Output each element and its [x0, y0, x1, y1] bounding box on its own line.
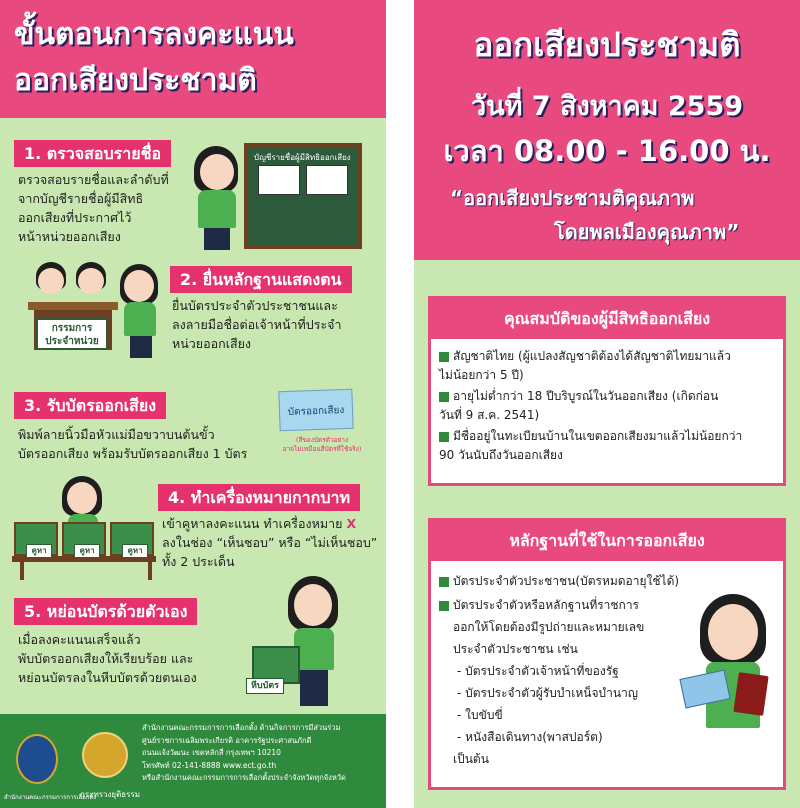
booth-label: คูหา [122, 544, 148, 558]
agency-footer [0, 714, 386, 808]
qualification-text: ไม่น้อยกว่า 5 ปี) [439, 368, 524, 382]
agency-contact [142, 722, 346, 785]
steps-title-line1: ขั้นตอนการลงคะแนน [14, 17, 294, 52]
step-2-tag: 2. ยื่นหลักฐานแสดงตน [170, 266, 352, 293]
qualification-text: มีชื่ออยู่ในทะเบียนบ้านในเขตออกเสียงมาแล้วไม่น้อยกว่า [453, 429, 743, 443]
voter-list-board [244, 143, 362, 249]
evidence-subitem: - บัตรประจำตัวผู้รับบำเหน็จบำนาญ [457, 686, 639, 700]
contact-line: โทรศัพท์ 02-141-8888 www.ect.go.th [142, 760, 277, 770]
step-3-tag: 3. รับบัตรออกเสียง [14, 392, 166, 419]
list-paper [306, 165, 348, 195]
contact-line: สำนักงานคณะกรรมการการเลือกตั้ง ด้านกิจการการมีส่วนร่วม [142, 723, 341, 732]
evidence-subitem: - ใบขับขี่ [457, 708, 503, 722]
green-bullet-icon [439, 352, 449, 362]
evidence-text: ประจำตัวประชาชน เช่น [453, 642, 578, 656]
woman-casting-ballot-figure [286, 576, 342, 706]
steps-title-line2: ออกเสียงประชามติ [14, 63, 257, 98]
step-4-line [162, 514, 377, 533]
step-1-line: ตรวจสอบรายชื่อและลำดับที่ [18, 172, 169, 187]
step-1-line: จากบัญชีรายชื่อผู้มีสิทธิ [18, 191, 144, 206]
ballot-card-label: บัตรออกเสียง [287, 405, 345, 418]
booth-label: คูหา [74, 544, 100, 558]
ect-seal-caption: สำนักงานคณะกรรมการการเลือกตั้ง [4, 794, 97, 801]
slogan-line2: โดยพลเมืองคุณภาพ” [554, 220, 740, 244]
step-2-line: หน่วยออกเสียง [172, 336, 252, 351]
info-panel [414, 0, 800, 808]
qualification-text: อายุไม่ต่ำกว่า 18 ปีบริบูรณ์ในวันออกเสียง (เกิดก่อน [453, 389, 719, 403]
step-5-line: หย่อนบัตรลงในหีบบัตรด้วยตนเอง [18, 670, 197, 685]
ballot-note-line: อาจไม่เหมือนสีบัตรที่ใช้จริง) [282, 445, 362, 453]
woman-checking-list-figure [192, 146, 242, 250]
contact-line: หรือสำนักงานคณะกรรมการการเลือกตั้งประจำจังหวัดทุกจังหวัด [142, 773, 346, 782]
step-4-tag: 4. ทำเครื่องหมายกากบาท [158, 484, 360, 511]
step-5-line: พับบัตรออกเสียงให้เรียบร้อย และ [18, 651, 194, 666]
evidence-text: เป็นต้น [453, 752, 489, 766]
desk-sign-line: กรรมการ [51, 323, 93, 334]
steps-panel [0, 0, 386, 808]
qualification-text: 90 วันนับถึงวันออกเสียง [439, 448, 563, 462]
evidence-item [439, 571, 679, 592]
step-5-text [18, 630, 197, 687]
ballot-card-image [278, 389, 353, 432]
justice-ministry-caption: กระทรวงยุติธรรม [80, 790, 141, 799]
evidence-subitem: - บัตรประจำตัวเจ้าหน้าที่ของรัฐ [457, 664, 619, 678]
slogan-line1: “ออกเสียงประชามติคุณภาพ [450, 186, 695, 210]
evidence-item [439, 595, 639, 616]
qualification-item [439, 387, 718, 425]
step-3-line: บัตรออกเสียง พร้อมรับบัตรออกเสียง 1 บัตร [18, 446, 248, 461]
step-4-text [162, 514, 377, 571]
step-4-line-text: เข้าคูหาลงคะแนน ทำเครื่องหมาย [162, 516, 343, 531]
step-2-line: ลงลายมือชื่อต่อเจ้าหน้าที่ประจำ [172, 317, 342, 332]
justice-ministry-seal-logo [82, 732, 128, 778]
officials-at-desk-figure [28, 262, 164, 358]
contact-line: ศูนย์ราชการเฉลิมพระเกียรติ อาคารรัฐประศาสนภักดี [142, 735, 312, 745]
step-4-line: ลงในช่อง “เห็นชอบ” หรือ “ไม่เห็นชอบ” [162, 535, 378, 550]
step-3-text [18, 425, 247, 463]
step-5-line: เมื่อลงคะแนนเสร็จแล้ว [18, 632, 141, 647]
woman-with-ballot-figure [60, 476, 106, 526]
contact-line: ถนนแจ้งวัฒนะ เขตหลักสี่ กรุงเทพฯ 10210 [142, 748, 281, 757]
green-bullet-icon [439, 601, 449, 611]
step-1-tag: 1. ตรวจสอบรายชื่อ [14, 140, 171, 167]
evidence-text: บัตรประจำตัวประชาชน(บัตรหมดอายุใช้ได้) [453, 574, 680, 588]
green-bullet-icon [439, 577, 449, 587]
step-1-text [18, 170, 169, 246]
evidence-text: บัตรประจำตัวหรือหลักฐานที่ราชการ [453, 598, 640, 612]
step-1-line: หน้าหน่วยออกเสียง [18, 229, 121, 244]
evidence-subitem: - หนังสือเดินทาง(พาสปอร์ต) [457, 730, 603, 744]
step-2-text [172, 296, 342, 353]
booth-label: คูหา [26, 544, 52, 558]
qualification-item [439, 347, 731, 385]
qualification-text: วันที่ 9 ส.ค. 2541) [439, 408, 540, 422]
qualification-item [439, 427, 742, 465]
ballot-box-label: หีบบัตร [246, 678, 284, 694]
ect-seal-logo [16, 734, 58, 784]
steps-header [0, 0, 386, 118]
referendum-date: วันที่ 7 สิงหาคม 2559 [470, 91, 744, 122]
info-header [414, 0, 800, 260]
step-3-line: พิมพ์ลายนิ้วมือหัวแม่มือขวาบนต้นขั้ว [18, 427, 215, 442]
evidence-heading: หลักฐานที่ใช้ในการออกเสียง [431, 521, 783, 561]
step-2-line: ยื่นบัตรประจำตัวประชาชนและ [172, 298, 338, 313]
cross-mark: X [346, 516, 357, 531]
desk-sign-line: ประจำหน่วย [45, 336, 99, 347]
green-bullet-icon [439, 432, 449, 442]
qualification-text: สัญชาติไทย (ผู้แปลงสัญชาติต้องได้สัญชาติไทยมาแล้ว [453, 349, 731, 363]
ballot-color-note [274, 436, 370, 454]
list-paper [258, 165, 300, 195]
ballot-note-line: (สีของบัตรตัวอย่าง [295, 436, 349, 444]
referendum-title: ออกเสียงประชามติ [473, 25, 741, 64]
referendum-time: เวลา 08.00 - 16.00 น. [443, 134, 771, 168]
committee-desk-sign [36, 318, 108, 350]
voter-qualifications-box [428, 296, 786, 486]
qualifications-heading: คุณสมบัติของผู้มีสิทธิออกเสียง [431, 299, 783, 339]
passport-image [733, 672, 768, 716]
step-1-line: ออกเสียงที่ประกาศไว้ [18, 210, 132, 225]
evidence-text: ออกให้โดยต้องมีรูปถ่ายและหมายเลข [453, 620, 645, 634]
green-bullet-icon [439, 392, 449, 402]
step-5-tag: 5. หย่อนบัตรด้วยตัวเอง [14, 598, 197, 625]
voter-list-board-label: บัญชีรายชื่อผู้มีสิทธิออกเสียง [254, 153, 351, 162]
step-4-line: ทั้ง 2 ประเด็น [162, 554, 235, 569]
